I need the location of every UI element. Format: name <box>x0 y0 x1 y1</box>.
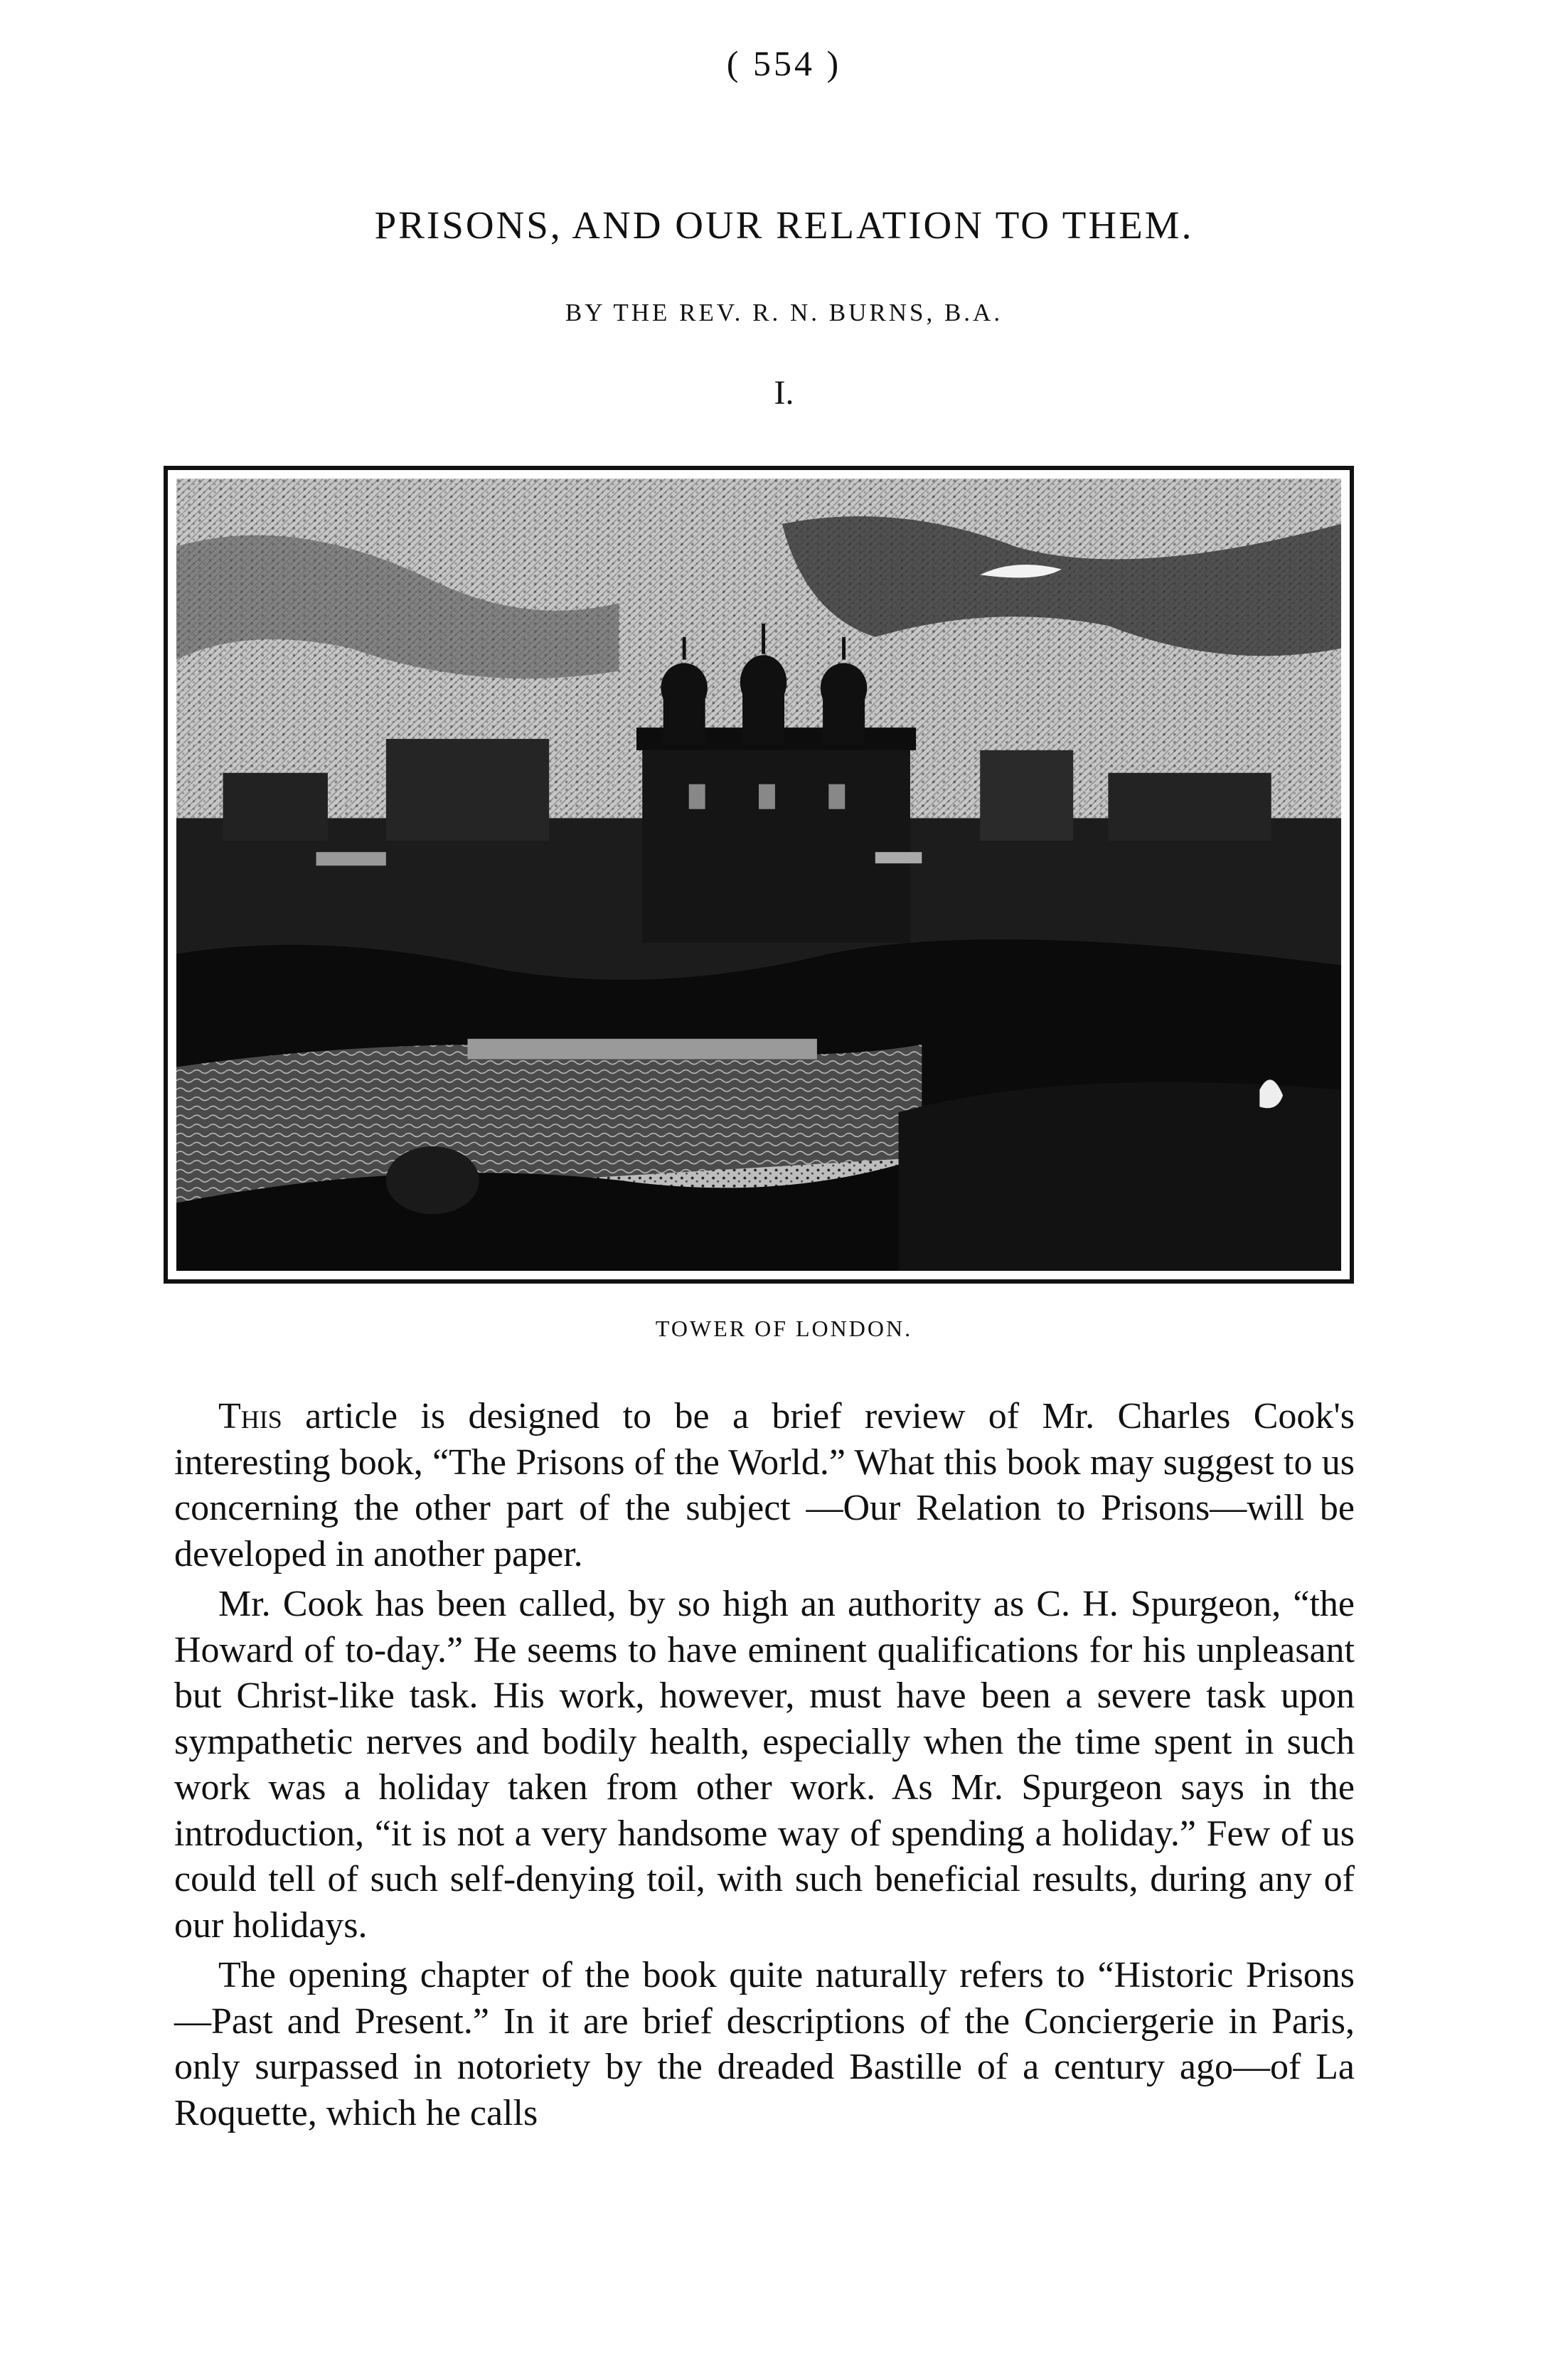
paragraph-text: The opening chapter of the book quite naturally refers to “Historic Prisons—Past and Present.” In it are brief descriptions of the Conciergerie in Paris, only surpassed in notoriety by the dreaded Bastille of a century ago—of La Roquette, which he calls <box>174 1955 1355 2133</box>
paragraph-text: Mr. Cook has been called, by so high an authority as C. H. Spurgeon, “the Howard of to-day.” He seems to have eminent qualifications for his unpleasant but Christ-like task. His work, however, must have been a severe task upon sympathetic nerves and bodily health, especially when the time spent in such work was a holiday taken from other work. As Mr. Spurgeon says in the introduction, “it is not a very handsome way of spending a holiday.” Few of us could tell of such self-denying toil, with such beneficial results, during any of our holidays. <box>174 1584 1355 1946</box>
article-body <box>174 1394 1355 2136</box>
page-number: ( 554 ) <box>726 43 842 83</box>
paragraph-text: article is designed to be a brief review of Mr. Charles Cook's interesting book, “The Prisons of the World.” What this book may suggest to us concerning the other part of the subject —Our Relation to Prisons—will be developed in another paper. <box>174 1396 1355 1574</box>
article-title: PRISONS, AND OUR RELATION TO THEM. <box>374 203 1194 247</box>
paragraph <box>174 1394 1355 1577</box>
paragraph <box>174 1953 1355 2136</box>
section-number: I. <box>774 374 794 412</box>
drop-word: This <box>218 1396 282 1436</box>
author-byline: BY THE REV. R. N. BURNS, B.A. <box>565 299 1003 326</box>
tower-of-london-engraving-icon <box>176 479 1341 1271</box>
figure-caption: TOWER OF LONDON. <box>655 1316 913 1341</box>
paragraph <box>174 1582 1355 1949</box>
tower-of-london-illustration <box>164 466 1354 1284</box>
